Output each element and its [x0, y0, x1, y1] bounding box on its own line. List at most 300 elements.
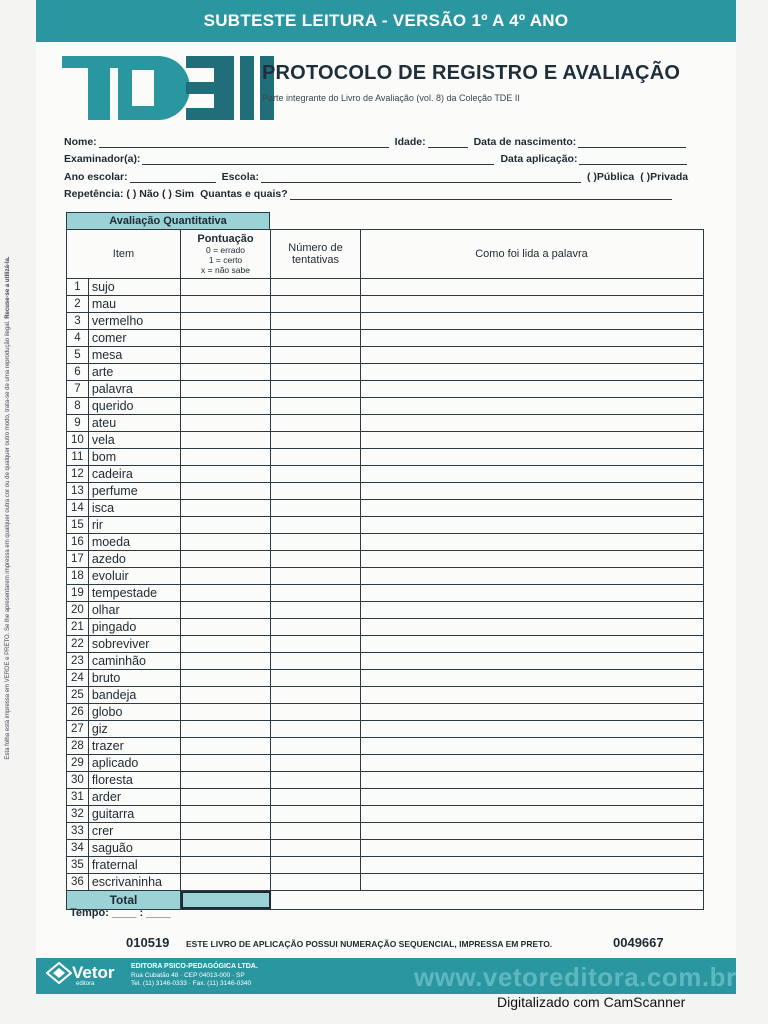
item-word: guitarra — [91, 807, 135, 821]
item-word: tempestade — [91, 586, 158, 600]
pontuacao-cell[interactable] — [181, 619, 271, 635]
item-word: floresta — [91, 773, 133, 787]
item-word: evoluir — [91, 569, 129, 583]
tentativas-cell[interactable] — [271, 279, 361, 295]
item-cell — [67, 415, 181, 431]
table-row — [67, 687, 703, 704]
item-cell — [67, 432, 181, 448]
total-label: Total — [67, 891, 181, 909]
table-row — [67, 721, 703, 738]
item-number: 32 — [67, 806, 89, 822]
pontuacao-cell[interactable] — [181, 330, 271, 346]
item-cell — [67, 772, 181, 788]
tentativas-cell[interactable] — [271, 364, 361, 380]
header-pontuacao — [181, 230, 271, 278]
vetor-diamond-icon — [46, 962, 72, 984]
como-cell[interactable] — [361, 687, 702, 703]
item-cell — [67, 840, 181, 856]
table-row — [67, 823, 703, 840]
label-examinador: Examinador(a): — [64, 153, 141, 165]
pontuacao-cell[interactable] — [181, 279, 271, 295]
item-cell — [67, 585, 181, 601]
field-idade[interactable] — [428, 136, 468, 148]
item-word: cadeira — [91, 467, 133, 481]
pontuacao-cell[interactable] — [181, 806, 271, 822]
tentativas-cell[interactable] — [271, 483, 361, 499]
item-number: 19 — [67, 585, 89, 601]
item-number: 3 — [67, 313, 89, 329]
banner-text: SUBTESTE LEITURA - VERSÃO 1º A 4º ANO — [203, 11, 569, 30]
publisher-address: Rua Cubatão 48 · CEP 04013-000 · SP — [131, 971, 245, 979]
como-cell[interactable] — [361, 636, 702, 652]
item-number: 10 — [67, 432, 89, 448]
table-row — [67, 874, 703, 891]
label-idade: Idade: — [394, 135, 426, 148]
item-cell — [67, 296, 181, 312]
item-word: mesa — [91, 348, 123, 362]
pontuacao-cell[interactable] — [181, 551, 271, 567]
item-number: 34 — [67, 840, 89, 856]
item-cell — [67, 806, 181, 822]
table-grid — [66, 229, 704, 910]
total-field[interactable] — [181, 891, 271, 909]
form-row-examinador — [64, 148, 704, 166]
tentativas-cell[interactable] — [271, 449, 361, 465]
item-word: giz — [91, 722, 108, 736]
serial-left: 010519 — [126, 935, 170, 950]
table-row — [67, 398, 703, 415]
pontuacao-cell[interactable] — [181, 517, 271, 533]
tentativas-cell[interactable] — [271, 381, 361, 397]
field-nome[interactable] — [99, 136, 389, 148]
publisher-info — [131, 963, 258, 989]
item-word: moeda — [91, 535, 131, 549]
item-number: 7 — [67, 381, 89, 397]
student-form — [64, 130, 704, 200]
item-word: vermelho — [91, 314, 144, 328]
item-cell — [67, 670, 181, 686]
item-number: 21 — [67, 619, 89, 635]
item-number: 2 — [67, 296, 89, 312]
como-cell[interactable] — [361, 772, 702, 788]
como-cell[interactable] — [361, 296, 702, 312]
table-row — [67, 330, 703, 347]
table-row — [67, 296, 703, 313]
table-row — [67, 755, 703, 772]
item-cell — [67, 347, 181, 363]
form-row-escola — [64, 165, 704, 183]
item-word: perfume — [91, 484, 138, 498]
como-cell[interactable] — [361, 483, 702, 499]
table-row — [67, 704, 703, 721]
pontuacao-cell[interactable] — [181, 789, 271, 805]
checkbox-publica[interactable]: ( )Pública — [586, 170, 635, 183]
pontuacao-cell[interactable] — [181, 432, 271, 448]
tentativas-cell[interactable] — [271, 313, 361, 329]
pontuacao-cell[interactable] — [181, 874, 271, 890]
pontuacao-cell[interactable] — [181, 653, 271, 669]
table-row — [67, 500, 703, 517]
tentativas-cell[interactable] — [271, 738, 361, 754]
label-repetencia[interactable]: Repetência: ( ) Não ( ) Sim — [64, 188, 195, 200]
pontuacao-cell[interactable] — [181, 857, 271, 873]
item-cell — [67, 279, 181, 295]
item-cell — [67, 738, 181, 754]
table-row — [67, 568, 703, 585]
item-word: saguão — [91, 841, 133, 855]
tentativas-cell[interactable] — [271, 636, 361, 652]
pontuacao-cell[interactable] — [181, 313, 271, 329]
pontuacao-cell[interactable] — [181, 755, 271, 771]
item-number: 12 — [67, 466, 89, 482]
item-number: 9 — [67, 415, 89, 431]
field-escola[interactable] — [261, 171, 581, 183]
publisher-phone: Tel. (11) 3146-0333 · Fax. (11) 3146-0340 — [131, 980, 252, 987]
pontuacao-cell[interactable] — [181, 534, 271, 550]
pontuacao-cell[interactable] — [181, 500, 271, 516]
como-cell[interactable] — [361, 449, 702, 465]
item-cell — [67, 483, 181, 499]
item-cell — [67, 500, 181, 516]
item-cell — [67, 551, 181, 567]
pontuacao-cell[interactable] — [181, 738, 271, 754]
como-cell[interactable] — [361, 415, 702, 431]
pontuacao-cell[interactable] — [181, 840, 271, 856]
item-cell — [67, 653, 181, 669]
pontuacao-cell[interactable] — [181, 636, 271, 652]
publisher-name: EDITORA PSICO-PEDAGÓGICA LTDA. — [131, 963, 258, 970]
document-subtitle: Parte integrante do Livro de Avaliação (vol. 8) da Coleção TDE II — [262, 93, 520, 103]
como-cell[interactable] — [361, 432, 702, 448]
tentativas-cell[interactable] — [271, 534, 361, 550]
legal-side-note — [5, 208, 11, 808]
item-number: 27 — [67, 721, 89, 737]
item-number: 26 — [67, 704, 89, 720]
tentativas-cell[interactable] — [271, 772, 361, 788]
pontuacao-cell[interactable] — [181, 721, 271, 737]
table-row — [67, 517, 703, 534]
label-escola: Escola: — [221, 170, 259, 183]
tempo-field[interactable]: Tempo: ____ : ____ — [70, 907, 171, 919]
como-cell[interactable] — [361, 279, 702, 295]
item-cell — [67, 857, 181, 873]
tentativas-cell[interactable] — [271, 602, 361, 618]
item-word: sujo — [91, 280, 115, 294]
item-number: 1 — [67, 279, 89, 295]
website-link[interactable]: www.vetoreditora.com.br — [414, 962, 737, 992]
como-cell[interactable] — [361, 874, 702, 890]
table-header-row — [67, 230, 703, 279]
field-aplicacao[interactable] — [579, 153, 687, 165]
como-cell[interactable] — [361, 840, 702, 856]
table-body — [67, 279, 703, 891]
item-word: isca — [91, 501, 115, 515]
camscanner-watermark: Digitalizado com CamScanner — [497, 994, 686, 1010]
legend-nao-sabe: x = não sabe — [201, 265, 250, 275]
item-cell — [67, 755, 181, 771]
como-cell[interactable] — [361, 534, 702, 550]
field-examinador[interactable] — [142, 153, 494, 165]
protocol-sheet — [36, 0, 736, 994]
como-cell[interactable] — [361, 381, 702, 397]
tentativas-cell[interactable] — [271, 466, 361, 482]
item-cell — [67, 721, 181, 737]
item-word: caminhão — [91, 654, 147, 668]
field-ano[interactable] — [130, 171, 216, 183]
table-row — [67, 602, 703, 619]
como-cell[interactable] — [361, 313, 702, 329]
document-title: PROTOCOLO DE REGISTRO E AVALIAÇÃO — [262, 62, 681, 84]
como-cell[interactable] — [361, 347, 702, 363]
como-cell[interactable] — [361, 517, 702, 533]
item-word: mau — [91, 297, 117, 311]
item-word: comer — [91, 331, 127, 345]
table-row — [67, 670, 703, 687]
pontuacao-cell[interactable] — [181, 568, 271, 584]
table-row — [67, 347, 703, 364]
field-quantas[interactable] — [290, 188, 672, 200]
table-row — [67, 551, 703, 568]
label-aplicacao: Data aplicação: — [500, 153, 578, 165]
item-cell — [67, 313, 181, 329]
item-cell — [67, 364, 181, 380]
item-cell — [67, 466, 181, 482]
tentativas-cell[interactable] — [271, 330, 361, 346]
item-word: querido — [91, 399, 134, 413]
serial-right: 0049667 — [613, 935, 664, 950]
como-cell[interactable] — [361, 789, 702, 805]
item-cell — [67, 636, 181, 652]
item-number: 17 — [67, 551, 89, 567]
pontuacao-cell[interactable] — [181, 483, 271, 499]
pontuacao-cell[interactable] — [181, 772, 271, 788]
vetor-brand: Vetor — [72, 963, 115, 982]
como-cell[interactable] — [361, 806, 702, 822]
header-tentativas-text: Número de tentativas — [288, 242, 343, 266]
item-cell — [67, 619, 181, 635]
pontuacao-cell[interactable] — [181, 704, 271, 720]
pontuacao-cell[interactable] — [181, 296, 271, 312]
item-number: 13 — [67, 483, 89, 499]
pontuacao-cell[interactable] — [181, 687, 271, 703]
item-number: 33 — [67, 823, 89, 839]
item-number: 22 — [67, 636, 89, 652]
pontuacao-cell[interactable] — [181, 670, 271, 686]
tentativas-cell[interactable] — [271, 517, 361, 533]
item-number: 31 — [67, 789, 89, 805]
table-row — [67, 483, 703, 500]
pontuacao-cell[interactable] — [181, 466, 271, 482]
tentativas-cell[interactable] — [271, 398, 361, 414]
item-word: arte — [91, 365, 114, 379]
item-word: arder — [91, 790, 121, 804]
pontuacao-cell[interactable] — [181, 449, 271, 465]
tentativas-cell[interactable] — [271, 687, 361, 703]
item-word: bruto — [91, 671, 121, 685]
item-cell — [67, 330, 181, 346]
item-number: 36 — [67, 874, 89, 890]
item-number: 18 — [67, 568, 89, 584]
item-number: 11 — [67, 449, 89, 465]
pontuacao-cell[interactable] — [181, 398, 271, 414]
item-number: 28 — [67, 738, 89, 754]
como-cell[interactable] — [361, 330, 702, 346]
como-cell[interactable] — [361, 500, 702, 516]
como-cell[interactable] — [361, 602, 702, 618]
item-cell — [67, 381, 181, 397]
item-word: rir — [91, 518, 103, 532]
como-cell[interactable] — [361, 364, 702, 380]
item-word: trazer — [91, 739, 124, 753]
pontuacao-cell[interactable] — [181, 381, 271, 397]
item-cell — [67, 823, 181, 839]
table-row — [67, 636, 703, 653]
tentativas-cell[interactable] — [271, 551, 361, 567]
tentativas-cell[interactable] — [271, 823, 361, 839]
item-number: 29 — [67, 755, 89, 771]
como-cell[interactable] — [361, 551, 702, 567]
header-item-text: Item — [112, 248, 135, 260]
item-word: pingado — [91, 620, 137, 634]
table-row — [67, 806, 703, 823]
como-cell[interactable] — [361, 585, 702, 601]
tentativas-cell[interactable] — [271, 755, 361, 771]
pontuacao-cell[interactable] — [181, 823, 271, 839]
item-cell — [67, 449, 181, 465]
item-word: bandeja — [91, 688, 137, 702]
label-nome: Nome: — [64, 135, 97, 148]
item-number: 8 — [67, 398, 89, 414]
checkbox-privada[interactable]: ( )Privada — [640, 170, 689, 183]
table-row — [67, 364, 703, 381]
vetor-brand-sub: editora — [76, 981, 95, 987]
item-word: sobreviver — [91, 637, 150, 651]
table-row — [67, 432, 703, 449]
tentativas-cell[interactable] — [271, 619, 361, 635]
tentativas-cell[interactable] — [271, 415, 361, 431]
table-row — [67, 789, 703, 806]
tentativas-cell[interactable] — [271, 789, 361, 805]
field-nascimento[interactable] — [578, 136, 686, 148]
item-cell — [67, 704, 181, 720]
table-row — [67, 738, 703, 755]
tentativas-cell[interactable] — [271, 840, 361, 856]
pontuacao-cell[interactable] — [181, 364, 271, 380]
como-cell[interactable] — [361, 823, 702, 839]
item-number: 30 — [67, 772, 89, 788]
item-word: vela — [91, 433, 115, 447]
pontuacao-cell[interactable] — [181, 347, 271, 363]
tentativas-cell[interactable] — [271, 670, 361, 686]
tentativas-cell[interactable] — [271, 432, 361, 448]
legend-certo: 1 = certo — [208, 255, 243, 265]
item-number: 14 — [67, 500, 89, 516]
table-row — [67, 381, 703, 398]
item-word: azedo — [91, 552, 126, 566]
pontuacao-cell[interactable] — [181, 602, 271, 618]
form-row-repetencia — [64, 183, 704, 201]
item-cell — [67, 568, 181, 584]
como-cell[interactable] — [361, 755, 702, 771]
item-word: aplicado — [91, 756, 139, 770]
item-cell — [67, 534, 181, 550]
como-cell[interactable] — [361, 670, 702, 686]
como-cell[interactable] — [361, 619, 702, 635]
tentativas-cell[interactable] — [271, 347, 361, 363]
item-word: escrivaninha — [91, 875, 162, 889]
como-cell[interactable] — [361, 568, 702, 584]
como-cell[interactable] — [361, 653, 702, 669]
pontuacao-cell[interactable] — [181, 585, 271, 601]
item-number: 16 — [67, 534, 89, 550]
item-cell — [67, 687, 181, 703]
header-como — [361, 230, 702, 278]
como-cell[interactable] — [361, 704, 702, 720]
como-cell[interactable] — [361, 398, 702, 414]
tentativas-cell[interactable] — [271, 704, 361, 720]
header-item — [67, 230, 181, 278]
item-word: palavra — [91, 382, 133, 396]
table-row — [67, 619, 703, 636]
item-cell — [67, 398, 181, 414]
item-word: fraternal — [91, 858, 138, 872]
item-word: crer — [91, 824, 114, 838]
tde-logo — [62, 56, 284, 120]
table-row — [67, 772, 703, 789]
label-quantas: Quantas e quais? — [200, 188, 288, 200]
item-word: ateu — [91, 416, 117, 430]
table-row — [67, 466, 703, 483]
pontuacao-cell[interactable] — [181, 415, 271, 431]
item-number: 4 — [67, 330, 89, 346]
tentativas-cell[interactable] — [271, 585, 361, 601]
header-tentativas — [271, 230, 361, 278]
item-word: olhar — [91, 603, 120, 617]
item-word: globo — [91, 705, 123, 719]
table-row — [67, 840, 703, 857]
tentativas-cell[interactable] — [271, 857, 361, 873]
tentativas-cell[interactable] — [271, 806, 361, 822]
tentativas-cell[interactable] — [271, 500, 361, 516]
como-cell[interactable] — [361, 738, 702, 754]
como-cell[interactable] — [361, 721, 702, 737]
table-row — [67, 449, 703, 466]
item-number: 35 — [67, 857, 89, 873]
header-como-text: Como foi lida a palavra — [475, 248, 588, 260]
item-number: 6 — [67, 364, 89, 380]
top-banner — [36, 0, 736, 42]
table-row — [67, 653, 703, 670]
sequence-notice: ESTE LIVRO DE APLICAÇÃO POSSUI NUMERAÇÃO SEQUENCIAL, IMPRESSA EM PRETO. — [186, 939, 553, 949]
tentativas-cell[interactable] — [271, 874, 361, 890]
como-cell[interactable] — [361, 857, 702, 873]
item-number: 25 — [67, 687, 89, 703]
form-row-name — [64, 130, 704, 148]
legal-note-emphasis: Recuse-se a utilizá-la. — [5, 256, 11, 319]
table-row — [67, 279, 703, 296]
tentativas-cell[interactable] — [271, 653, 361, 669]
tentativas-cell[interactable] — [271, 296, 361, 312]
tentativas-cell[interactable] — [271, 568, 361, 584]
legend-errado: 0 = errado — [206, 245, 245, 255]
label-ano: Ano escolar: — [64, 170, 128, 183]
table-row — [67, 585, 703, 602]
tentativas-cell[interactable] — [271, 721, 361, 737]
table-row — [67, 313, 703, 330]
table-row — [67, 415, 703, 432]
item-number: 20 — [67, 602, 89, 618]
como-cell[interactable] — [361, 466, 702, 482]
